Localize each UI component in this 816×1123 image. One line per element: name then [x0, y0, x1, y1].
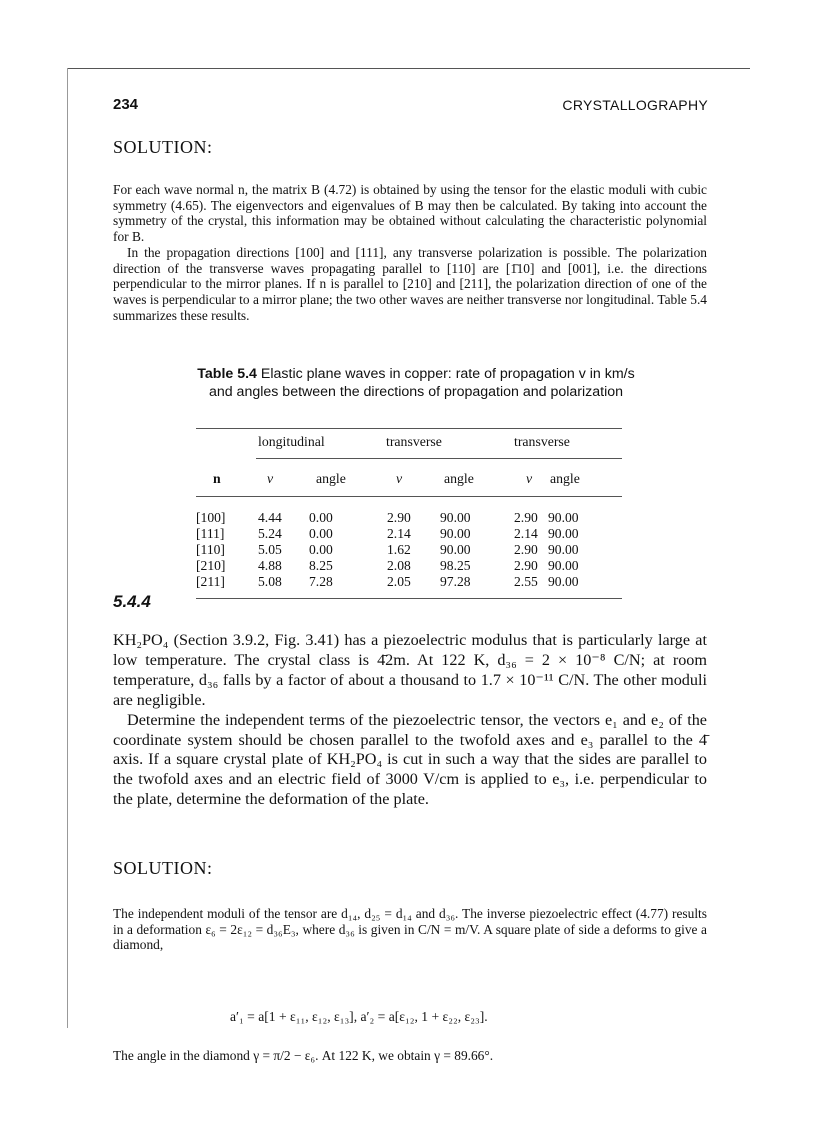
table-cell: 90.00	[548, 510, 579, 525]
column-header: angle	[550, 471, 580, 486]
table-caption-label: Table 5.4	[197, 366, 257, 382]
column-header: angle	[444, 471, 474, 486]
table-caption	[196, 366, 636, 401]
table-cell: 4.88	[258, 558, 282, 573]
column-header: v	[396, 471, 403, 486]
table-rule	[196, 598, 622, 599]
top-rule	[68, 68, 750, 69]
solution-heading: SOLUTION:	[113, 137, 213, 157]
section-number: 5.4.4	[113, 592, 151, 611]
table-cell: 0.00	[309, 526, 333, 541]
problem-paragraph: Determine the independent terms of the piezoelectric tensor, the vectors e₁ and e₂ of the coordinate system should be chosen parallel to the twofold axes and e₃ parallel to the 4̄ axis. If a square crystal plate of KH₂PO₄ is cut in such a way that the sides are parallel to the twofold axes and an electric field of 3000 V/cm is applied to e₃, i.e. perpendicular to the plate, determine the deformation of the plate.	[113, 710, 707, 809]
table-cell: 2.55	[514, 574, 538, 589]
table-cell: 2.08	[387, 558, 411, 573]
table-row	[196, 558, 622, 573]
table-row	[196, 510, 622, 525]
group-header: transverse	[386, 434, 442, 449]
solution-paragraph: The independent moduli of the tensor are d₁₄, d₂₅ = d₁₄ and d₃₆. The inverse piezoelectric effect (4.77) results in a deformation ε₆ = 2ε₁₂ = d₃₆E₃, where d₃₆ is given in C/N = m/V. A square plate of side a deforms to give a diamond,	[113, 906, 707, 953]
table-cell: 90.00	[440, 510, 471, 525]
table-cell: 2.90	[514, 542, 538, 557]
problem-text	[113, 631, 707, 810]
table-row	[196, 542, 622, 557]
table-cell: [110]	[196, 542, 225, 557]
table-cell: 98.25	[440, 558, 471, 573]
page-number: 234	[113, 96, 139, 113]
column-header: n	[213, 471, 221, 486]
table-cell: [111]	[196, 526, 225, 541]
table-row	[196, 526, 622, 541]
column-header: v	[267, 471, 274, 486]
margin-rule	[67, 68, 68, 1028]
table-cell: 2.90	[387, 510, 411, 525]
table-cell: 90.00	[440, 526, 471, 541]
solution-paragraph: The angle in the diamond γ = π/2 − ε₆. At 122 K, we obtain γ = 89.66°.	[113, 1048, 494, 1063]
table-rule	[196, 428, 622, 429]
table-cell: 2.05	[387, 574, 411, 589]
table-cell: 5.05	[258, 542, 282, 557]
table-cell: 5.24	[258, 526, 282, 541]
deformation-formula: a′₁ = a[1 + ε₁₁, ε₁₂, ε₁₃], a′₂ = a[ε₁₂, 1 + ε₂₂, ε₂₃].	[230, 1009, 488, 1024]
solution-text-2	[113, 906, 707, 953]
table-cell: [211]	[196, 574, 225, 589]
table-cell: 97.28	[440, 574, 471, 589]
table-row	[196, 574, 622, 589]
table-cell: 7.28	[309, 574, 333, 589]
table-cell: 90.00	[440, 542, 471, 557]
table-cell: 5.08	[258, 574, 282, 589]
column-header: angle	[316, 471, 346, 486]
table-cell: 90.00	[548, 526, 579, 541]
table-cell: 2.14	[514, 526, 538, 541]
solution-paragraph: In the propagation directions [100] and [111], any transverse polarization is possible. The polarization direction of the transverse waves propagating parallel to [110] are [1̄10] and [001], i.e. the directions perpendicular to the mirror planes. If n is parallel to [210] and [211], the polarization direction of one of the waves is perpendicular to a mirror plane; the two other waves are neither transverse nor longitudinal. Table 5.4 summarizes these results.	[113, 244, 707, 323]
group-header: longitudinal	[258, 434, 325, 449]
solution-text-1	[113, 182, 707, 323]
table-cell: 2.14	[387, 526, 411, 541]
solution-text-3	[113, 1048, 707, 1064]
table-rule	[196, 496, 622, 497]
table-rule	[256, 458, 622, 459]
table-cell: 2.90	[514, 510, 538, 525]
solution-paragraph: For each wave normal n, the matrix B (4.72) is obtained by using the tensor for the elastic moduli with cubic symmetry (4.65). The eigenvectors and eigenvalues of B may then be calculated. By taking into account the symmetry of the crystal, this information may be obtained without calculating the characteristic polynomial for B.	[113, 182, 707, 245]
table-cell: 2.90	[514, 558, 538, 573]
table-cell: 0.00	[309, 542, 333, 557]
column-header: v	[526, 471, 533, 486]
table-cell: 90.00	[548, 574, 579, 589]
table-cell: 0.00	[309, 510, 333, 525]
table-cell: 1.62	[387, 542, 411, 557]
table-cell: 8.25	[309, 558, 333, 573]
table-caption-text: Elastic plane waves in copper: rate of propagation v in km/s and angles between the directions of propagation and polarization	[208, 366, 635, 400]
group-header: transverse	[514, 434, 570, 449]
running-title: CRYSTALLOGRAPHY	[562, 97, 708, 113]
table-cell: 90.00	[548, 542, 579, 557]
solution-heading: SOLUTION:	[113, 858, 213, 878]
table-cell: [100]	[196, 510, 226, 525]
table-cell: [210]	[196, 558, 226, 573]
problem-paragraph: KH₂PO₄ (Section 3.9.2, Fig. 3.41) has a piezoelectric modulus that is particularly large at low temperature. The crystal class is 4̄2m. At 122 K, d₃₆ = 2 × 10⁻⁸ C/N; at room temperature, d₃₆ falls by a factor of about a thousand to 1.7 × 10⁻¹¹ C/N. The other moduli are negligible.	[113, 631, 707, 709]
table-cell: 90.00	[548, 558, 579, 573]
table-cell: 4.44	[258, 510, 282, 525]
